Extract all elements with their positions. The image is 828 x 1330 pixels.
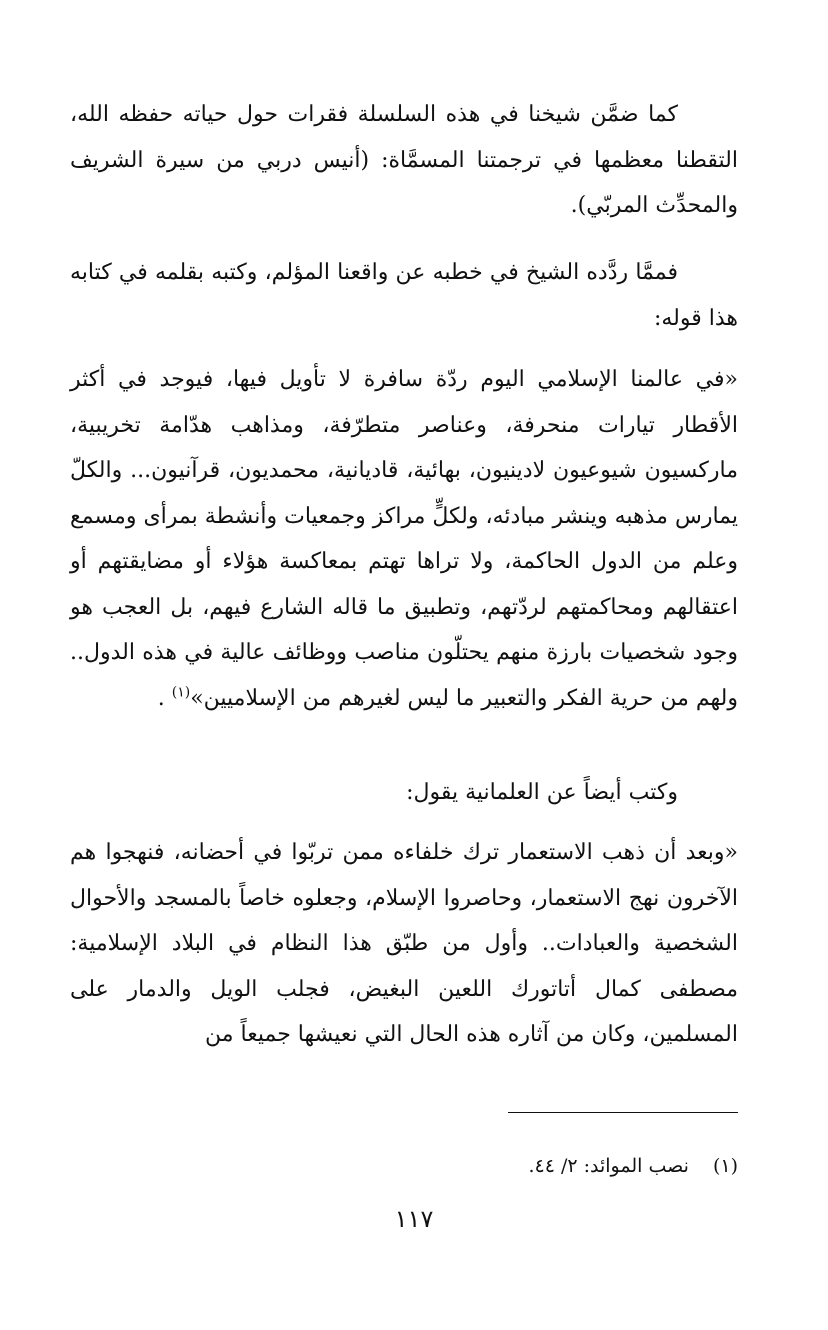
footnote [200, 1150, 738, 1182]
quote-islamic-world [70, 357, 738, 721]
footnote-number: (١) [712, 1155, 738, 1177]
paragraph-intro: كما ضمَّن شيخنا في هذه السلسلة فقرات حول حياته حفظه الله، التقطنا معظمها في ترجمتنا المسمَّاة: (أنيس دربي من سيرة الشريف والمحدِّث المربّي). [70, 102, 738, 218]
paragraph-sermon-intro: فممَّا ردَّده الشيخ في خطبه عن واقعنا المؤلم، وكتبه بقلمه في كتابه هذا قوله: [70, 260, 738, 331]
footnote-text: نصب الموائد: ٢/ ٤٤. [528, 1155, 689, 1177]
page-number: ١١٧ [394, 1205, 434, 1233]
quote-islamic-world-text: «في عالمنا الإسلامي اليوم ردّة سافرة لا تأويل فيها، فيوجد في أكثر الأقطار تيارات منحرفة، وعناصر متطرّفة، ومذاهب هدّامة تخريبية، ماركسيون شيوعيون لادينيون، بهائية، قاديانية، محمديون، قرآنيون... والكلّ يمارس مذهبه وينشر مبادئه، ولكلٍّ مراكز وجمعيات وأنشطة بمرأى ومسمع وعلم من الدول الحاكمة، ولا تراها تهتم بمعاكسة هؤلاء أو مضايقتهم أو اعتقالهم ومحاكمتهم لردّتهم، وتطبيق ما قاله الشارع فيهم، بل العجب هو وجود شخصيات بارزة منهم يحتلّون مناصب ووظائف عالية في هذه الدول.. ولهم من حرية الفكر والتعبير ما ليس لغيرهم من الإسلاميين» [70, 367, 738, 711]
footnote-reference: (١) [171, 684, 191, 701]
footnote-separator [508, 1112, 738, 1113]
paragraph-secularism-intro: وكتب أيضاً عن العلمانية يقول: [406, 780, 678, 805]
quote-end-dot: . [157, 685, 165, 711]
quote-colonialism: «وبعد أن ذهب الاستعمار ترك خلفاءه ممن تربّوا في أحضانه، فنهجوا هم الآخرون نهج الاستعمار، وحاصروا الإسلام، وجعلوه خاصاً بالمسجد والأحوال الشخصية والعبادات.. وأول من طبّق هذا النظام في البلاد الإسلامية: مصطفى كمال أتاتورك اللعين البغيض، فجلب الويل والدمار على المسلمين، وكان من آثاره هذه الحال التي نعيشها جميعاً من [70, 840, 738, 1047]
